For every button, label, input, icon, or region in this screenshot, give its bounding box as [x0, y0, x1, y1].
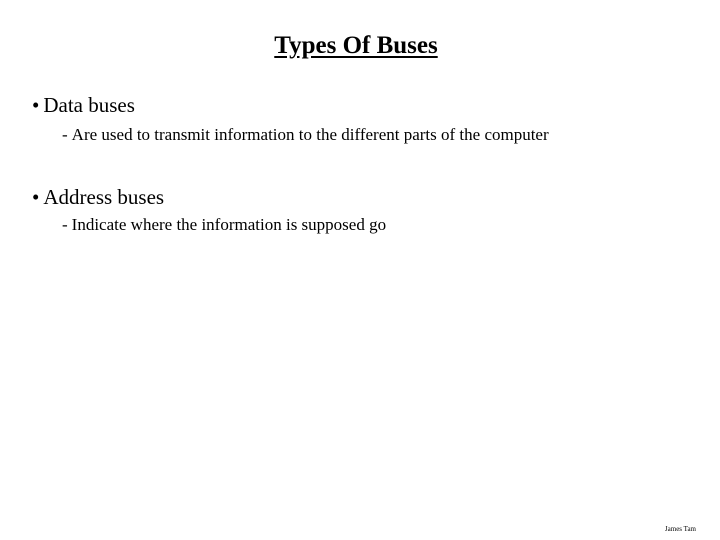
- sub-bullet-data-buses: [62, 124, 549, 146]
- sub-bullet-marker: -: [62, 215, 68, 234]
- bullet-marker: •: [32, 93, 40, 117]
- slide-title: Types Of Buses: [274, 32, 438, 59]
- sub-bullet-address-buses: [62, 214, 386, 236]
- bullet-address-buses: [32, 184, 164, 210]
- bullet-data-buses: [32, 92, 135, 118]
- sub-bullet-text: Are used to transmit information to the different parts of the computer: [71, 125, 549, 144]
- bullet-text: Address buses: [43, 185, 165, 209]
- footer-author: James Tam: [664, 525, 696, 533]
- sub-bullet-text: Indicate where the information is supposed go: [71, 215, 387, 234]
- bullet-text: Data buses: [43, 93, 135, 117]
- sub-bullet-marker: -: [62, 125, 68, 144]
- bullet-marker: •: [32, 185, 40, 209]
